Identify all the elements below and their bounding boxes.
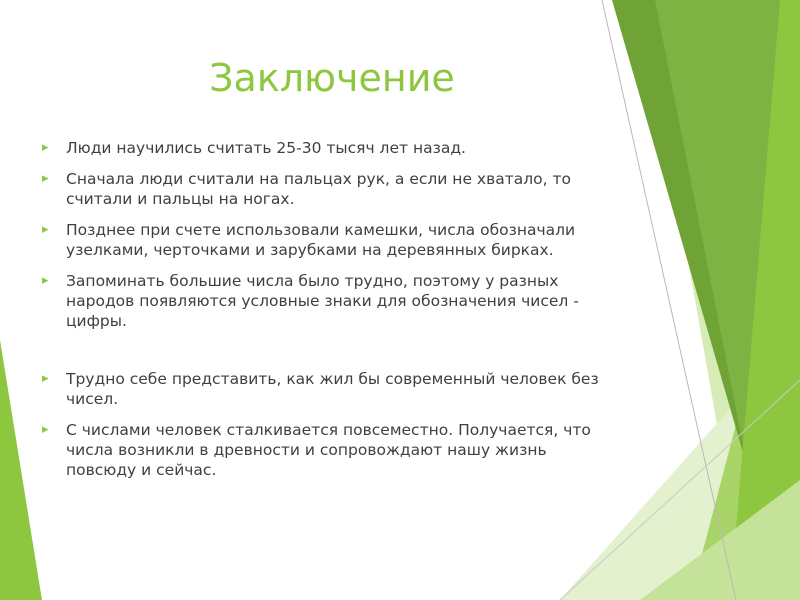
list-item-text: Запоминать большие числа было трудно, поэтому у разных народов появляются условные знаки для обозначения чисел - цифры. — [66, 272, 579, 330]
bullet-arrow-icon: ▸ — [42, 140, 49, 155]
bullet-arrow-icon: ▸ — [42, 371, 49, 386]
left-facet — [0, 340, 42, 600]
bullet-arrow-icon: ▸ — [42, 422, 49, 437]
list-item-text: Трудно себе представить, как жил бы современный человек без чисел. — [66, 370, 599, 408]
bullet-arrow-icon: ▸ — [42, 171, 49, 186]
list-item — [40, 369, 610, 409]
list-item-text: С числами человек сталкивается повсеместно. Получается, что числа возникли в древности и сопровождают нашу жизнь повсюду и сейчас. — [66, 421, 591, 479]
bullet-arrow-icon: ▸ — [42, 222, 49, 237]
list-item-text: Сначала люди считали на пальцах рук, а если не хватало, то считали и пальцы на ногах. — [66, 170, 571, 208]
bullet-arrow-icon: ▸ — [42, 273, 49, 288]
list-item — [40, 420, 610, 480]
list-item — [40, 220, 610, 260]
list-item-text: Люди научились считать 25-30 тысяч лет назад. — [66, 139, 466, 157]
list-item — [40, 271, 610, 331]
list-item — [40, 138, 610, 158]
slide-title: Заключение — [209, 56, 455, 100]
list-item-text: Позднее при счете использовали камешки, числа обозначали узелками, черточками и зарубками на деревянных бирках. — [66, 221, 576, 259]
list-item — [40, 169, 610, 209]
bullet-list — [40, 138, 610, 480]
